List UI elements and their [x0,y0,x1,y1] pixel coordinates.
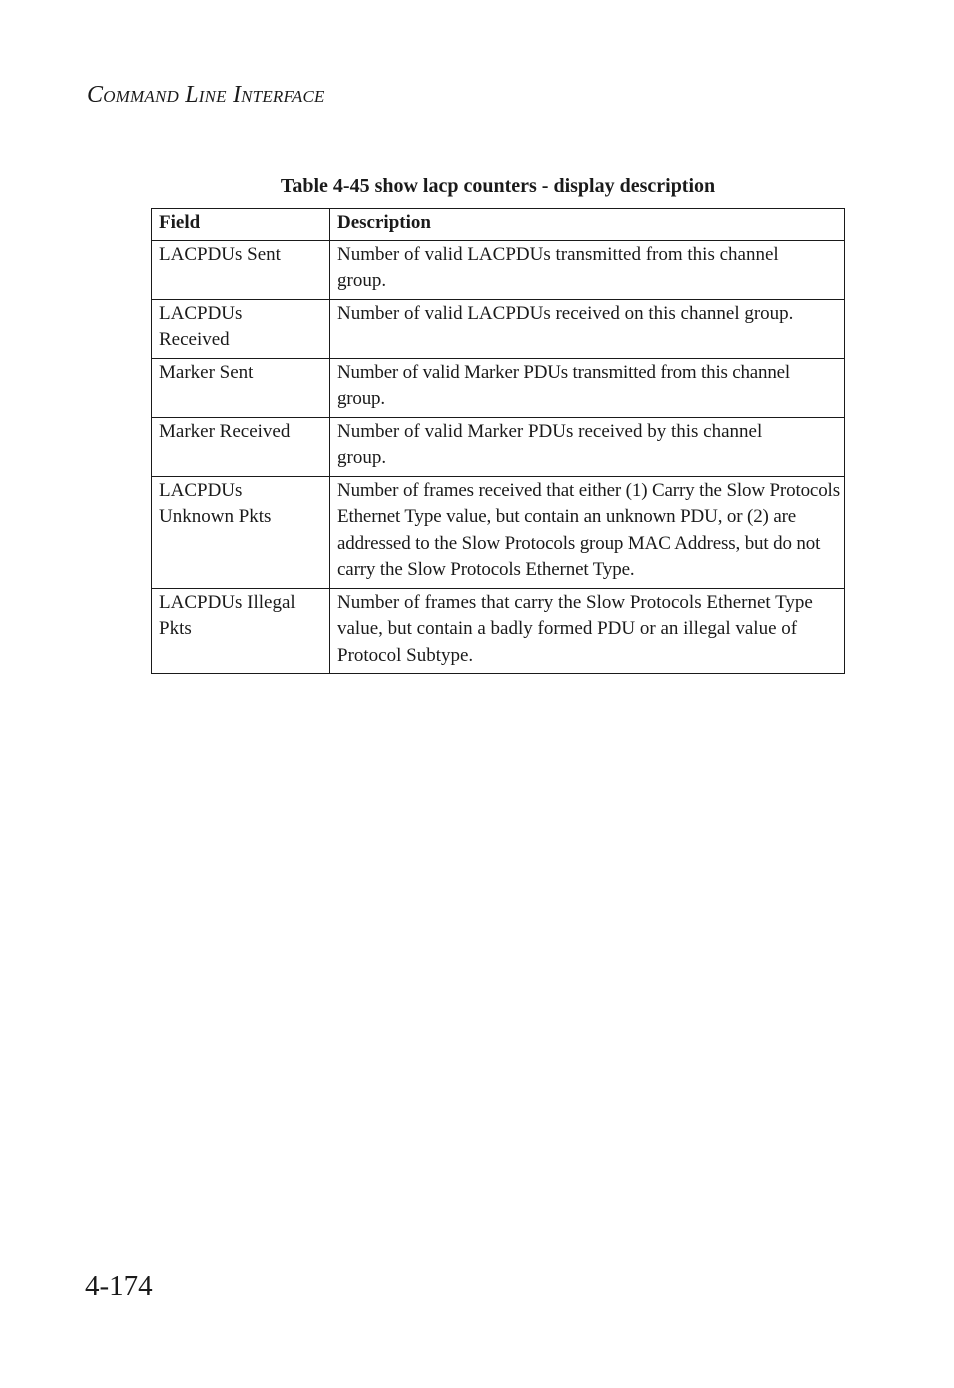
table-row [152,299,845,358]
description-cell: Number of frames received that either (1) Carry the Slow Protocols Ethernet Type value, but contain an unknown PDU, or (2) are addressed to the Slow Protocols group MAC Address, but do not carry the Slow Protocols Ethernet Type. [330,476,845,588]
description-cell: Number of valid LACPDUs transmitted from this channel group. [330,240,845,299]
table-row [152,240,845,299]
field-cell: LACPDUs Sent [152,240,330,299]
description-table [151,208,845,674]
table-caption: Table 4-45 show lacp counters - display description [280,175,716,197]
description-cell: Number of frames that carry the Slow Protocols Ethernet Type value, but contain a badly formed PDU or an illegal value of Protocol Subtype. [330,588,845,674]
description-cell: Number of valid Marker PDUs transmitted from this channel group. [330,358,845,417]
table-row [152,476,845,588]
table-header-row [152,209,845,241]
description-cell: Number of valid LACPDUs received on this channel group. [330,299,845,358]
field-cell: LACPDUs Illegal Pkts [152,588,330,674]
running-header: Command Line Interface [87,82,325,108]
table-row [152,588,845,674]
description-cell: Number of valid Marker PDUs received by this channel group. [330,417,845,476]
field-cell: LACPDUs Unknown Pkts [152,476,330,588]
table-row [152,417,845,476]
table-row [152,358,845,417]
field-cell: LACPDUs Received [152,299,330,358]
column-header-description: Description [330,209,845,241]
field-cell: Marker Sent [152,358,330,417]
field-cell: Marker Received [152,417,330,476]
column-header-field: Field [152,209,330,241]
page-number: 4-174 [85,1270,153,1302]
